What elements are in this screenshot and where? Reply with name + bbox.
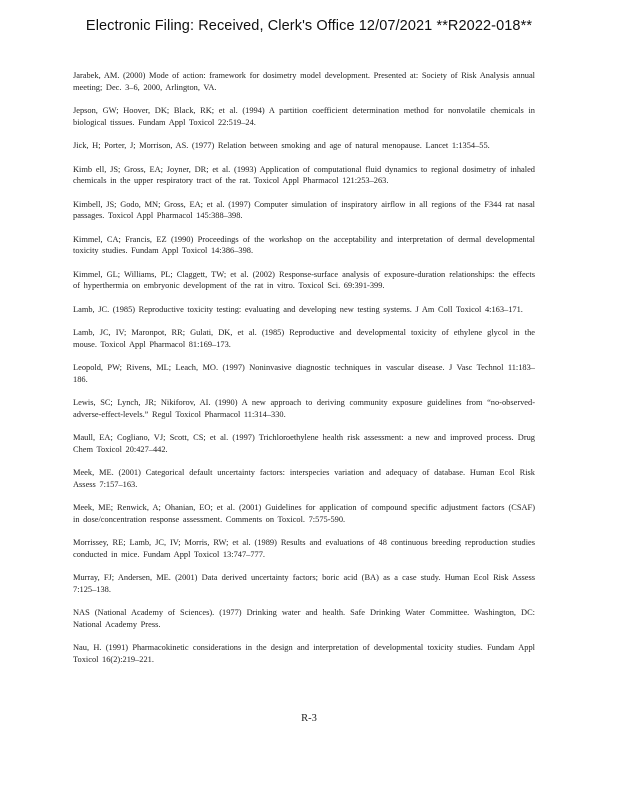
- reference-entry: Morrissey, RE; Lamb, JC, IV; Morris, RW; et al. (1989) Results and evaluations of 48 continuous breeding reproduction studies conducted in mice. Fundam Appl Toxicol 13:747–777.: [73, 538, 535, 559]
- reference-entry: Meek, ME; Renwick, A; Ohanian, EO; et al. (2001) Guidelines for application of compound specific adjustment factors (CSAF) in dose/concentration response assessment. Comments on Toxicol. 7:575-590.: [73, 503, 535, 524]
- reference-entry: Leopold, PW; Rivens, ML; Leach, MO. (1997) Noninvasive diagnostic techniques in vascular disease. J Vasc Technol 11:183–186.: [73, 363, 535, 384]
- reference-entry: Lamb, JC, IV; Maronpot, RR; Gulati, DK, et al. (1985) Reproductive and developmental toxicity of ethylene glycol in the mouse. Toxicol Appl Pharmacol 81:169–173.: [73, 328, 535, 349]
- reference-entry: Kimmel, GL; Williams, PL; Claggett, TW; et al. (2002) Response-surface analysis of exposure-duration relationships: the effects of hyperthermia on embryonic development of the rat in vitro. Toxicol Sci. 69:391-399.: [73, 269, 535, 290]
- reference-entry: NAS (National Academy of Sciences). (1977) Drinking water and health. Safe Drinking Water Committee. Washington, DC: National Academy Press.: [73, 608, 535, 629]
- reference-entry: Jarabek, AM. (2000) Mode of action: framework for dosimetry model development. Presented at: Society of Risk Analysis annual meeting; Dec. 3–6, 2000, Arlington, VA.: [73, 71, 535, 92]
- filing-stamp-header: Electronic Filing: Received, Clerk's Office 12/07/2021 **R2022-018**: [85, 18, 533, 34]
- reference-entry: Meek, ME. (2001) Categorical default uncertainty factors: interspecies variation and adequacy of database. Human Ecol Risk Assess 7:157–163.: [73, 468, 535, 489]
- reference-entry: Maull, EA; Cogliano, VJ; Scott, CS; et al. (1997) Trichloroethylene health risk assessment: a new and improved process. Drug Chem Toxicol 20:427–442.: [73, 433, 535, 454]
- reference-list: [73, 70, 535, 677]
- reference-entry: Kimbell, JS; Godo, MN; Gross, EA; et al. (1997) Computer simulation of inspiratory airflow in all regions of the F344 rat nasal passages. Toxicol Appl Pharmacol 145:388–398.: [73, 199, 535, 220]
- reference-entry: Nau, H. (1991) Pharmacokinetic considerations in the design and interpretation of developmental toxicity studies. Fundam Appl Toxicol 16(2):219–221.: [73, 643, 535, 664]
- reference-entry: Jepson, GW; Hoover, DK; Black, RK; et al. (1994) A partition coefficient determination method for nonvolatile chemicals in biological tissues. Fundam Appl Toxicol 22:519–24.: [73, 106, 535, 127]
- reference-entry: Jick, H; Porter, J; Morrison, AS. (1977) Relation between smoking and age of natural menopause. Lancet 1:1354–55.: [73, 141, 490, 150]
- reference-entry: Kimmel, CA; Francis, EZ (1990) Proceedings of the workshop on the acceptability and interpretation of dermal developmental toxicity studies. Fundam Appl Toxicol 14:386–398.: [73, 234, 535, 255]
- reference-entry: Murray, FJ; Andersen, ME. (2001) Data derived uncertainty factors; boric acid (BA) as a case study. Human Ecol Risk Assess 7:125–138.: [73, 573, 535, 594]
- page-number: R-3: [301, 713, 317, 724]
- reference-entry: Kimb ell, JS; Gross, EA; Joyner, DR; et al. (1993) Application of computational fluid dynamics to regional dosimetry of inhaled chemicals in the upper respiratory tract of the rat. Toxicol Appl Pharmacol 121:253–263.: [73, 164, 535, 185]
- reference-entry: Lewis, SC; Lynch, JR; Nikiforov, AI. (1990) A new approach to deriving community exposure guidelines from “no-observed-adverse-effect-levels.” Regul Toxicol Pharmacol 11:314–330.: [73, 398, 535, 419]
- reference-entry: Lamb, JC. (1985) Reproductive toxicity testing: evaluating and developing new testing systems. J Am Coll Toxicol 4:163–171.: [73, 304, 523, 314]
